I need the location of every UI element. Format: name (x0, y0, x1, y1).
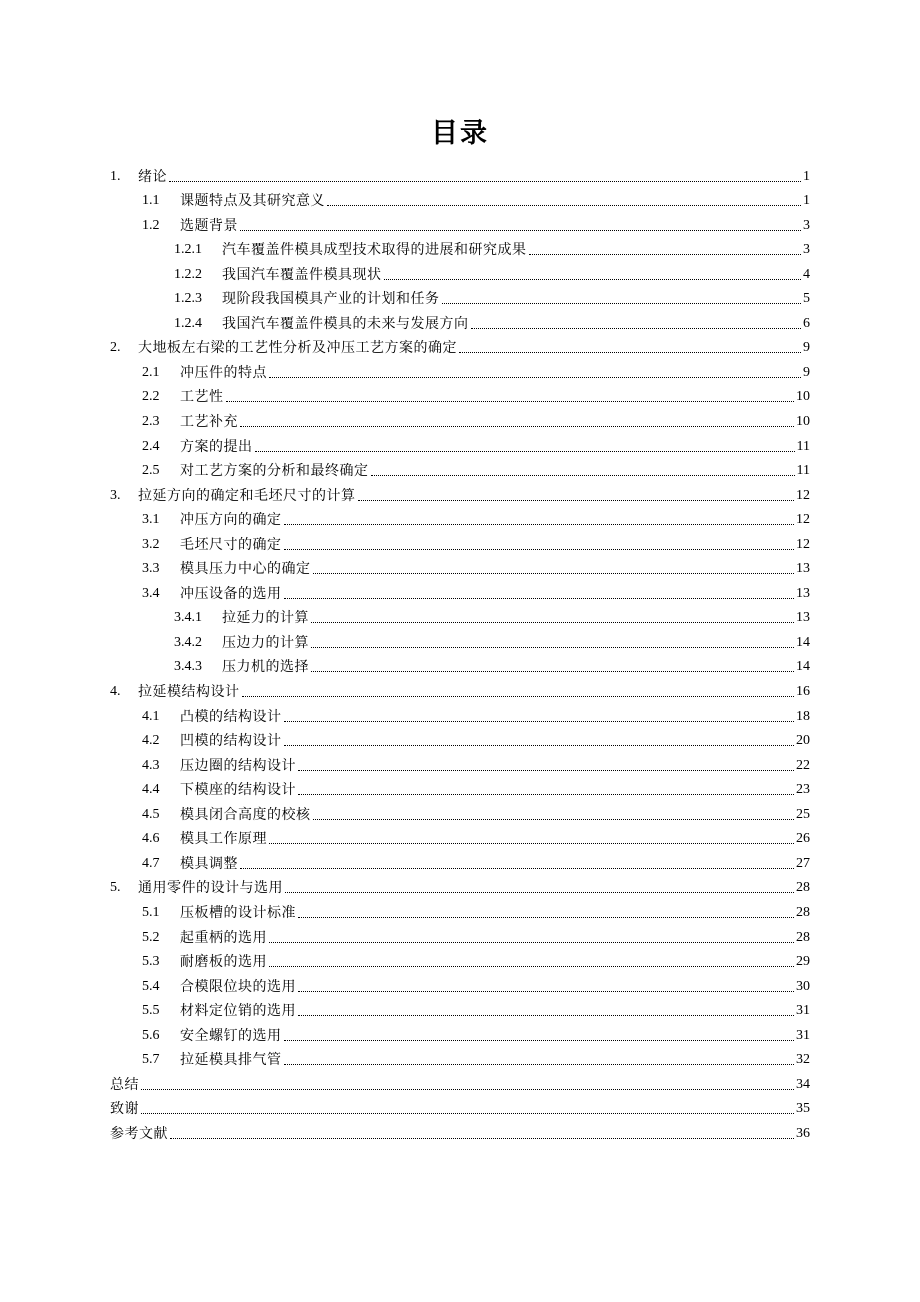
toc-entry-page-number: 6 (803, 315, 810, 331)
toc-entry-number: 3.3 (142, 561, 160, 577)
dot-leader (240, 426, 794, 427)
toc-entry[interactable] (110, 259, 810, 284)
toc-entry-page-number: 25 (796, 806, 810, 822)
dot-leader (269, 377, 801, 378)
toc-entry-label: 冲压方向的确定 (180, 512, 282, 529)
dot-leader (371, 475, 795, 476)
toc-entry[interactable] (110, 627, 810, 652)
toc-entry[interactable] (110, 897, 810, 922)
toc-entry-number: 3. (110, 487, 121, 503)
toc-entry[interactable] (110, 554, 810, 579)
dot-leader (298, 770, 794, 771)
toc-entry-page-number: 34 (796, 1076, 810, 1092)
dot-leader (285, 892, 794, 893)
dot-leader (442, 303, 802, 304)
toc-entry[interactable] (110, 480, 810, 505)
toc-entry-label: 拉延模具排气管 (180, 1052, 282, 1069)
toc-entry-label: 凹模的结构设计 (180, 733, 282, 750)
toc-entry-number: 4.7 (142, 855, 160, 871)
toc-entry-label: 拉延模结构设计 (138, 684, 240, 701)
toc-entry[interactable] (110, 284, 810, 309)
toc-entry-label: 材料定位销的选用 (180, 1003, 296, 1020)
toc-entry-page-number: 1 (803, 168, 810, 184)
toc-entry[interactable] (110, 701, 810, 726)
toc-entry-label: 合模限位块的选用 (180, 978, 296, 995)
toc-entry[interactable] (110, 947, 810, 972)
toc-entry-page-number: 10 (796, 414, 810, 430)
toc-entry-page-number: 22 (796, 757, 810, 773)
toc-entry-page-number: 23 (796, 782, 810, 798)
page-title: 目录 (431, 118, 489, 149)
dot-leader (298, 917, 794, 918)
toc-entry[interactable] (110, 186, 810, 211)
toc-entry-page-number: 20 (796, 733, 810, 749)
toc-entry-label: 毛坯尺寸的确定 (180, 536, 282, 553)
toc-entry[interactable] (110, 1069, 810, 1094)
toc-entry-page-number: 13 (796, 585, 810, 601)
dot-leader (269, 843, 794, 844)
toc-entry-number: 2.4 (142, 438, 160, 454)
toc-entry-number: 5. (110, 880, 121, 896)
toc-entry-page-number: 11 (796, 438, 810, 454)
toc-entry-label: 方案的提出 (180, 438, 253, 455)
toc-entry-label: 起重柄的选用 (180, 929, 267, 946)
toc-entry-page-number: 13 (796, 561, 810, 577)
toc-entry-label: 模具调整 (180, 855, 238, 872)
toc-entry-label: 压板槽的设计标准 (180, 904, 296, 921)
dot-leader (298, 794, 794, 795)
toc-entry[interactable] (110, 922, 810, 947)
dot-leader (298, 1015, 794, 1016)
toc-entry-label: 冲压件的特点 (180, 364, 267, 381)
toc-entry-label: 通用零件的设计与选用 (138, 880, 283, 897)
toc-entry[interactable] (110, 1045, 810, 1070)
dot-leader (170, 1138, 794, 1139)
toc-entry-page-number: 16 (796, 684, 810, 700)
toc-entry-label: 模具工作原理 (180, 831, 267, 848)
toc-entry[interactable] (110, 406, 810, 431)
toc-entry[interactable] (110, 431, 810, 456)
dot-leader (459, 352, 801, 353)
toc-entry-number: 4.4 (142, 782, 160, 798)
toc-entry-page-number: 14 (796, 634, 810, 650)
toc-entry-label: 压边力的计算 (222, 634, 309, 651)
toc-entry-number: 5.4 (142, 978, 160, 994)
toc-entry[interactable] (110, 529, 810, 554)
dot-leader (327, 205, 801, 206)
toc-entry-page-number: 28 (796, 929, 810, 945)
toc-entry-number: 5.7 (142, 1052, 160, 1068)
toc-entry-page-number: 5 (803, 291, 810, 307)
toc-entry-label: 下模座的结构设计 (180, 782, 296, 799)
dot-leader (313, 819, 795, 820)
toc-entry[interactable] (110, 824, 810, 849)
toc-entry-label: 工艺补充 (180, 414, 238, 431)
dot-leader (141, 1089, 794, 1090)
toc-entry-label: 拉延力的计算 (222, 610, 309, 627)
toc-entry[interactable] (110, 578, 810, 603)
toc-entry-label: 我国汽车覆盖件模具的未来与发展方向 (222, 315, 469, 332)
toc-entry-number: 4.3 (142, 757, 160, 773)
toc-entry-label: 我国汽车覆盖件模具现状 (222, 266, 382, 283)
toc-entry-number: 3.4 (142, 585, 160, 601)
toc-entry-number: 1.1 (142, 193, 160, 209)
toc-entry[interactable] (110, 1094, 810, 1119)
toc-entry-page-number: 36 (796, 1125, 810, 1141)
toc-entry-page-number: 27 (796, 855, 810, 871)
toc-entry-page-number: 1 (803, 193, 810, 209)
toc-entry-page-number: 30 (796, 978, 810, 994)
toc-entry-page-number: 9 (803, 364, 810, 380)
dot-leader (311, 647, 794, 648)
toc-entry-page-number: 29 (796, 954, 810, 970)
toc-entry-label: 总结 (110, 1076, 139, 1093)
dot-leader (529, 254, 802, 255)
toc-entry[interactable] (110, 799, 810, 824)
toc-entry-number: 1.2.4 (174, 315, 202, 331)
dot-leader (269, 966, 794, 967)
toc-entry[interactable] (110, 873, 810, 898)
dot-leader (471, 328, 802, 329)
toc-entry-label: 压力机的选择 (222, 659, 309, 676)
toc-entry[interactable] (110, 848, 810, 873)
toc-entry-page-number: 28 (796, 880, 810, 896)
dot-leader (141, 1113, 794, 1114)
toc-entry-number: 1.2.1 (174, 242, 202, 258)
toc-entry[interactable] (110, 726, 810, 751)
dot-leader (284, 1040, 795, 1041)
toc-entry[interactable] (110, 456, 810, 481)
toc-entry-number: 5.2 (142, 929, 160, 945)
toc-entry-label: 对工艺方案的分析和最终确定 (180, 463, 369, 480)
toc-entry-page-number: 31 (796, 1027, 810, 1043)
dot-leader (298, 991, 794, 992)
toc-entry-number: 3.4.1 (174, 610, 202, 626)
dot-leader (240, 868, 794, 869)
toc-entry-label: 大地板左右梁的工艺性分析及冲压工艺方案的确定 (138, 340, 457, 357)
dot-leader (284, 1064, 795, 1065)
dot-leader (284, 598, 795, 599)
toc-entry[interactable] (110, 676, 810, 701)
dot-leader (169, 181, 801, 182)
dot-leader (269, 942, 794, 943)
table-of-contents (110, 161, 810, 1143)
toc-entry-number: 2.1 (142, 364, 160, 380)
toc-entry-label: 选题背景 (180, 217, 238, 234)
toc-entry-label: 模具闭合高度的校核 (180, 806, 311, 823)
toc-entry-number: 5.6 (142, 1027, 160, 1043)
toc-entry[interactable] (110, 357, 810, 382)
toc-entry-label: 凸模的结构设计 (180, 708, 282, 725)
dot-leader (284, 549, 795, 550)
toc-entry[interactable] (110, 603, 810, 628)
toc-entry-number: 5.1 (142, 904, 160, 920)
toc-entry[interactable] (110, 382, 810, 407)
toc-entry[interactable] (110, 333, 810, 358)
toc-entry-number: 3.2 (142, 536, 160, 552)
toc-entry-label: 安全螺钉的选用 (180, 1027, 282, 1044)
toc-entry-number: 4. (110, 684, 121, 700)
dot-leader (311, 622, 794, 623)
toc-entry-number: 4.1 (142, 708, 160, 724)
toc-entry-label: 模具压力中心的确定 (180, 561, 311, 578)
dot-leader (255, 451, 795, 452)
toc-entry-number: 4.6 (142, 831, 160, 847)
toc-entry-number: 5.5 (142, 1003, 160, 1019)
toc-entry-label: 现阶段我国模具产业的计划和任务 (222, 291, 440, 308)
dot-leader (284, 721, 795, 722)
toc-entry-label: 耐磨板的选用 (180, 954, 267, 971)
toc-entry-page-number: 3 (803, 217, 810, 233)
toc-entry-page-number: 28 (796, 904, 810, 920)
toc-entry-page-number: 9 (803, 340, 810, 356)
toc-entry-number: 4.2 (142, 733, 160, 749)
dot-leader (284, 745, 795, 746)
toc-entry-number: 1.2.3 (174, 291, 202, 307)
dot-leader (226, 401, 795, 402)
toc-entry-label: 汽车覆盖件模具成型技术取得的进展和研究成果 (222, 242, 527, 259)
dot-leader (311, 671, 794, 672)
toc-entry[interactable] (110, 161, 810, 186)
toc-entry-page-number: 12 (796, 487, 810, 503)
toc-entry[interactable] (110, 996, 810, 1021)
toc-entry-label: 参考文献 (110, 1125, 168, 1142)
toc-entry-number: 3.4.2 (174, 634, 202, 650)
toc-entry[interactable] (110, 750, 810, 775)
toc-entry-number: 2.3 (142, 414, 160, 430)
toc-entry-page-number: 31 (796, 1003, 810, 1019)
dot-leader (384, 279, 802, 280)
toc-entry[interactable] (110, 775, 810, 800)
toc-entry-page-number: 13 (796, 610, 810, 626)
toc-entry-page-number: 10 (796, 389, 810, 405)
dot-leader (313, 573, 795, 574)
toc-entry[interactable] (110, 308, 810, 333)
toc-entry-number: 2.2 (142, 389, 160, 405)
toc-entry-page-number: 35 (796, 1101, 810, 1117)
toc-entry[interactable] (110, 652, 810, 677)
toc-entry[interactable] (110, 971, 810, 996)
toc-entry-label: 课题特点及其研究意义 (180, 193, 325, 210)
toc-entry-page-number: 26 (796, 831, 810, 847)
toc-entry-number: 5.3 (142, 954, 160, 970)
toc-entry[interactable] (110, 235, 810, 260)
toc-entry-label: 致谢 (110, 1101, 139, 1118)
toc-entry-number: 1. (110, 168, 121, 184)
dot-leader (240, 230, 801, 231)
toc-entry-page-number: 32 (796, 1052, 810, 1068)
toc-entry-number: 2. (110, 340, 121, 356)
toc-entry-page-number: 12 (796, 512, 810, 528)
toc-entry-page-number: 14 (796, 659, 810, 675)
toc-entry-number: 3.4.3 (174, 659, 202, 675)
dot-leader (242, 696, 795, 697)
toc-entry-number: 4.5 (142, 806, 160, 822)
toc-entry-page-number: 4 (803, 266, 810, 282)
toc-entry-label: 绪论 (138, 168, 167, 185)
dot-leader (284, 524, 795, 525)
toc-entry-page-number: 12 (796, 536, 810, 552)
toc-entry[interactable] (110, 1020, 810, 1045)
toc-entry-number: 1.2.2 (174, 266, 202, 282)
toc-entry-page-number: 11 (796, 463, 810, 479)
toc-entry-page-number: 3 (803, 242, 810, 258)
toc-entry-label: 拉延方向的确定和毛坯尺寸的计算 (138, 487, 356, 504)
toc-entry-label: 冲压设备的选用 (180, 585, 282, 602)
toc-entry[interactable] (110, 210, 810, 235)
toc-entry[interactable] (110, 505, 810, 530)
toc-entry-label: 工艺性 (180, 389, 224, 406)
toc-entry-number: 2.5 (142, 463, 160, 479)
toc-entry-label: 压边圈的结构设计 (180, 757, 296, 774)
toc-entry[interactable] (110, 1118, 810, 1143)
toc-entry-page-number: 18 (796, 708, 810, 724)
toc-entry-number: 1.2 (142, 217, 160, 233)
dot-leader (358, 500, 795, 501)
toc-entry-number: 3.1 (142, 512, 160, 528)
